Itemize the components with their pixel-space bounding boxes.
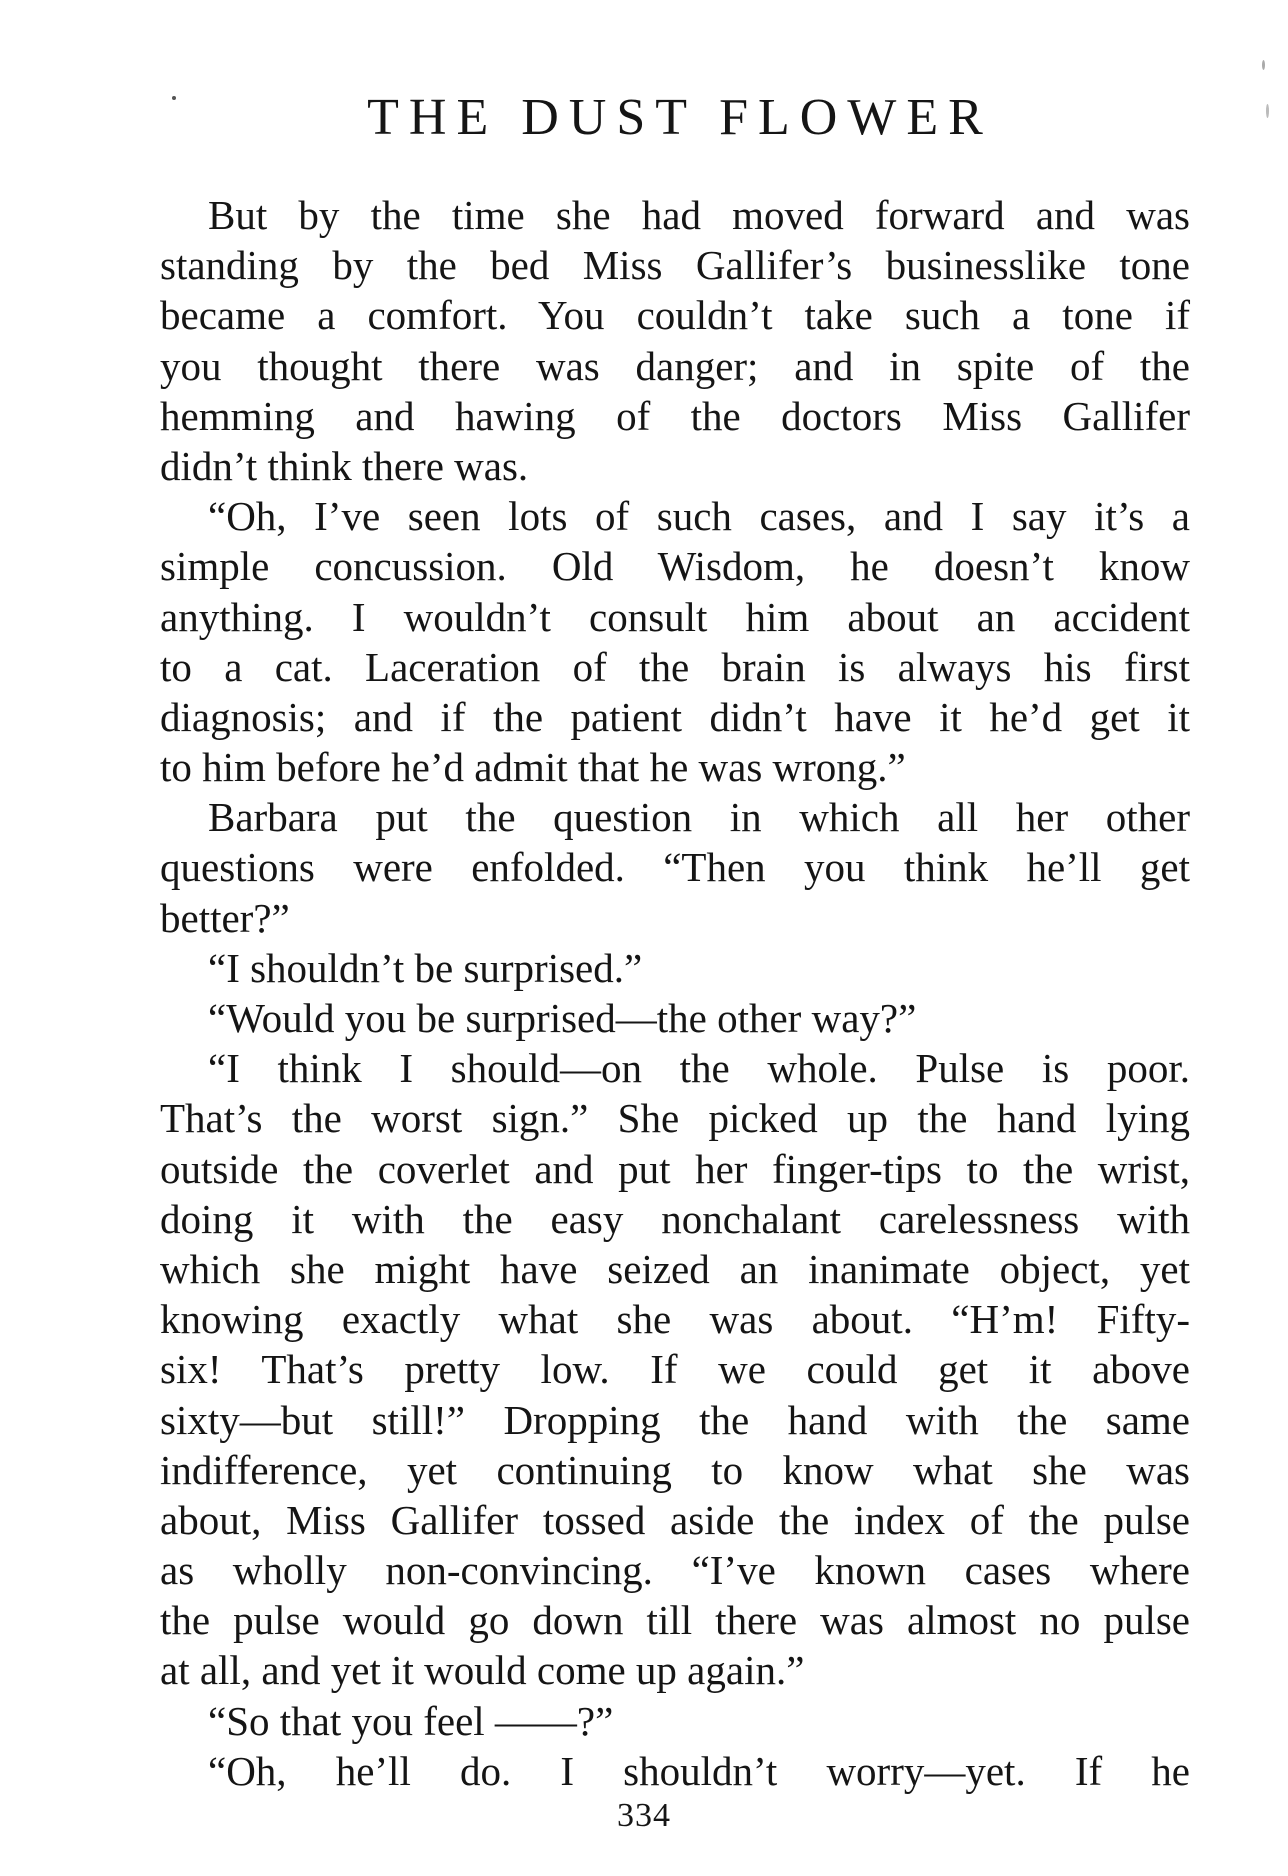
text-line: which she might have seized an inanimate object, yet: [160, 1245, 1190, 1292]
text-line: sixty—but still!” Dropping the hand with the same: [160, 1396, 1190, 1443]
text-line: knowing exactly what she was about. “H’m! Fifty-: [160, 1296, 1190, 1343]
text-line: indifference, yet continuing to know what she was: [160, 1446, 1190, 1493]
text-line: to a cat. Laceration of the brain is always his first: [160, 643, 1190, 690]
text-line: outside the coverlet and put her finger-tips to the wrist,: [160, 1145, 1190, 1192]
text-line: better?”: [160, 894, 290, 941]
text-line: you thought there was danger; and in spite of the: [160, 342, 1190, 389]
running-head: THE DUST FLOWER: [367, 89, 993, 146]
text-line: simple concussion. Old Wisdom, he doesn’t know: [160, 543, 1190, 590]
text-line: That’s the worst sign.” She picked up the hand lying: [160, 1095, 1190, 1142]
text-line: questions were enfolded. “Then you think he’ll get: [160, 844, 1190, 891]
text-line: anything. I wouldn’t consult him about an accident: [160, 593, 1190, 640]
text-line: didn’t think there was.: [160, 442, 529, 489]
text-line: “So that you feel ——?”: [208, 1697, 614, 1744]
text-line: “Oh, he’ll do. I shouldn’t worry—yet. If he: [208, 1747, 1190, 1794]
text-line: “Would you be surprised—the other way?”: [208, 995, 917, 1041]
text-line: diagnosis; and if the patient didn’t have it he’d get it: [160, 693, 1190, 740]
body-text: [160, 190, 1190, 1796]
text-line: as wholly non-convincing. “I’ve known cases where: [160, 1547, 1190, 1594]
text-line: the pulse would go down till there was almost no pulse: [160, 1597, 1190, 1644]
text-line: at all, and yet it would come up again.”: [160, 1647, 805, 1694]
text-line: “I shouldn’t be surprised.”: [208, 944, 643, 991]
text-line: But by the time she had moved forward and was: [208, 192, 1190, 238]
text-line: to him before he’d admit that he was wrong.”: [160, 744, 906, 791]
text-line: about, Miss Gallifer tossed aside the index of the pulse: [160, 1496, 1190, 1543]
text-line: Barbara put the question in which all her other: [208, 794, 1190, 841]
text-line: standing by the bed Miss Gallifer’s businesslike tone: [160, 242, 1190, 289]
scan-speck: [1262, 60, 1265, 70]
text-line: hemming and hawing of the doctors Miss Gallifer: [160, 392, 1190, 439]
text-line: six! That’s pretty low. If we could get it above: [160, 1346, 1190, 1393]
page-number: 334: [617, 1797, 671, 1834]
text-line: doing it with the easy nonchalant carelessness with: [160, 1195, 1190, 1242]
scan-speck: [1266, 104, 1269, 118]
scan-speck: [172, 96, 176, 100]
text-line: “I think I should—on the whole. Pulse is poor.: [208, 1045, 1190, 1092]
text-line: became a comfort. You couldn’t take such a tone if: [160, 292, 1190, 339]
text-line: “Oh, I’ve seen lots of such cases, and I say it’s a: [208, 493, 1190, 540]
